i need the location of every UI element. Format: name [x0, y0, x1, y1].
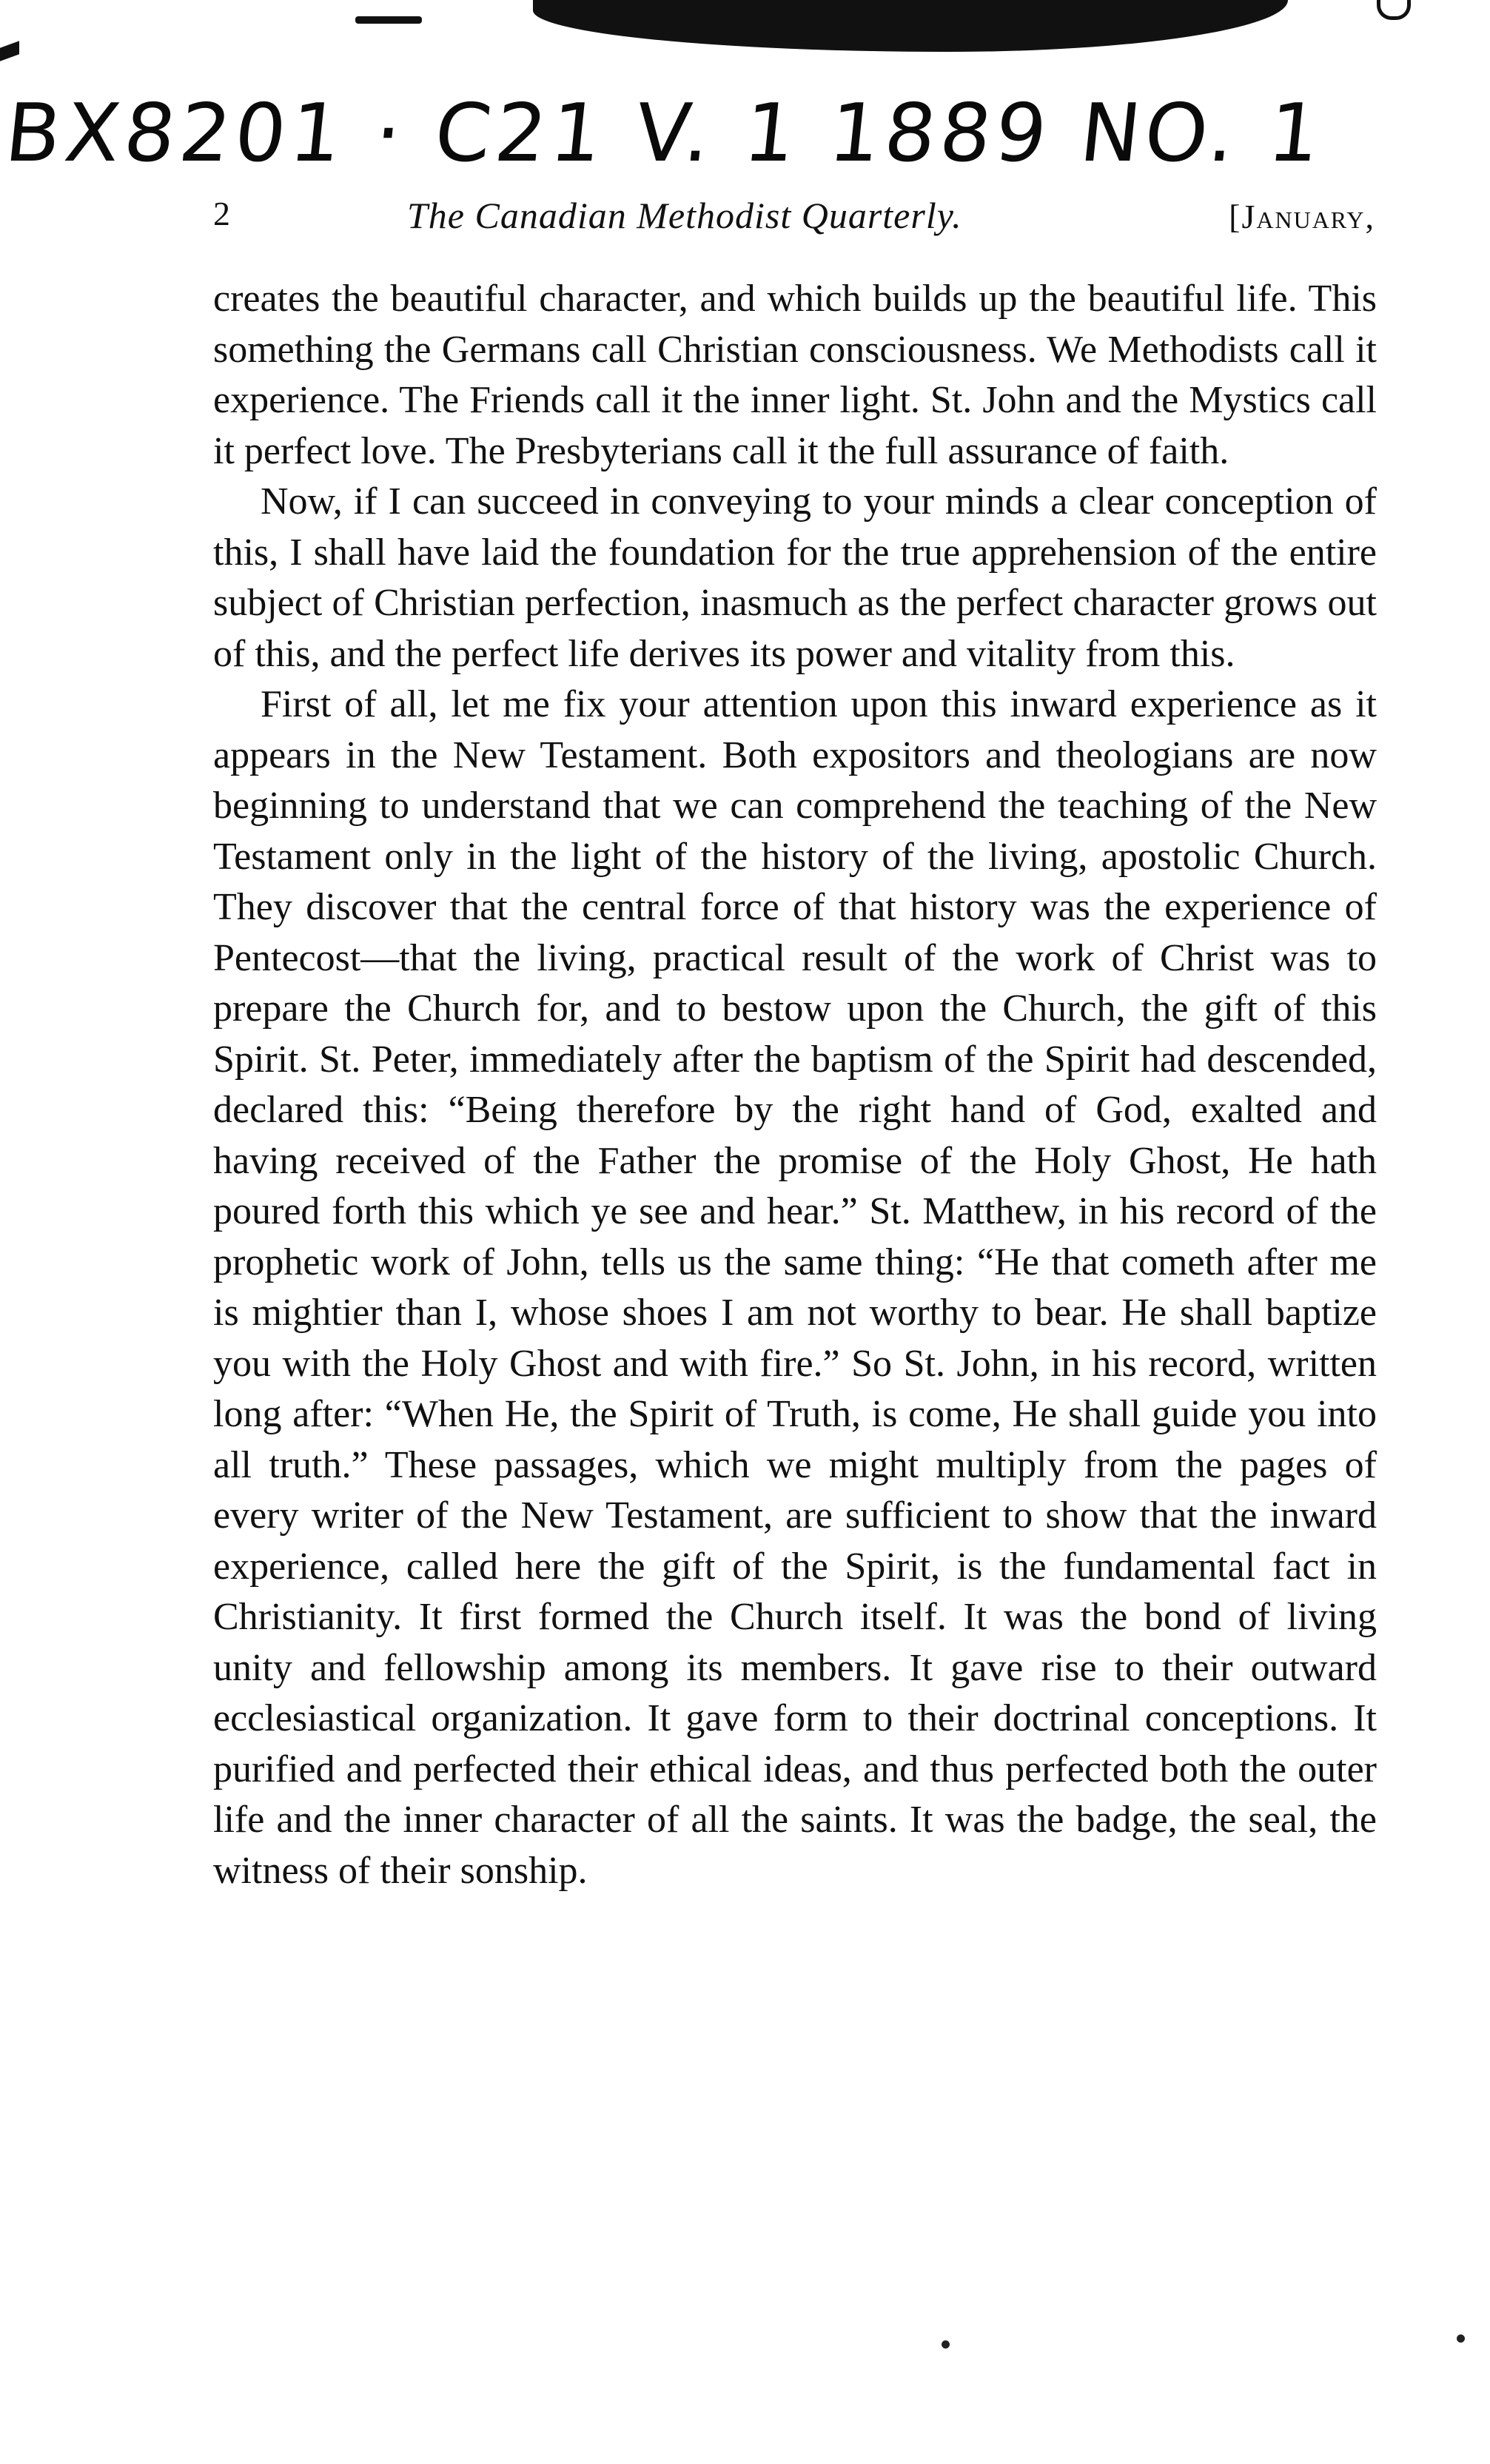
page-number: 2	[213, 195, 230, 232]
paragraph: Now, if I can succeed in conveying to your minds a clear conception of this, I shall have laid the foundation for the true apprehension of the entire subject of Christian perfection, inasmuch as the perfect character grows out of this, and the perfect life derives its power and vitality from this.	[213, 480, 1377, 675]
running-head	[213, 194, 1375, 246]
scan-ink-mark	[355, 16, 422, 24]
article-body	[213, 274, 1377, 1896]
journal-title: The Canadian Methodist Quarterly.	[407, 195, 962, 236]
scan-speck	[1457, 2334, 1465, 2343]
scan-ink-blot	[533, 0, 1288, 52]
paragraph: First of all, let me fix your attention upon this inward experience as it appears in the New Testament. Both expositors and theologians are now beginning to understand that we can comprehend the teaching of the New Testament only in the light of the history of the living, apostolic Church. They discover that the central force of that history was the experience of Pentecost—that the living, practical result of the work of Christ was to prepare the Church for, and to bestow upon the Church, the gift of this Spirit. St. Peter, immediately after the baptism of the Spirit had descended, declared this: “Being therefore by the right hand of God, exalted and having received of the Father the promise of the Holy Ghost, He hath poured forth this which ye see and hear.” St. Matthew, in his record of the prophetic work of John, tells us the same thing: “He that cometh after me is mightier than I, whose shoes I am not worthy to bear. He shall baptize you with the Holy Ghost and with fire.” So St. John, in his record, written long after: “When He, the Spirit of Truth, is come, He shall guide you into all truth.” These passages, which we might multiply from the pages of every writer of the New Testament, are sufficient to show that the inward experience, called here the gift of the Spirit, is the fundamental fact in Christianity. It first formed the Church itself. It was the bond of living unity and fellowship among its members. It gave rise to their outward ecclesiastical organization. It gave form to their doctrinal conceptions. It purified and perfected their ethical ideas, and thus perfected both the outer life and the inner character of all the saints. It was the badge, the seal, the witness of their sonship.	[213, 683, 1377, 1892]
handwritten-call-number: BX8201 · C21 V. 1 1889 NO. 1	[1, 87, 1329, 180]
scan-ink-mark	[0, 41, 19, 61]
paragraph: creates the beautiful character, and which builds up the beautiful life. This something the Germans call Christian consciousness. We Methodists call it experience. The Friends call it the inner light. St. John and the Mystics call it perfect love. The Presbyterians call it the full assurance of faith.	[213, 278, 1377, 472]
scan-speck	[942, 2340, 950, 2349]
issue-month: [January,	[1229, 198, 1375, 235]
scan-ink-mark	[1377, 0, 1411, 20]
